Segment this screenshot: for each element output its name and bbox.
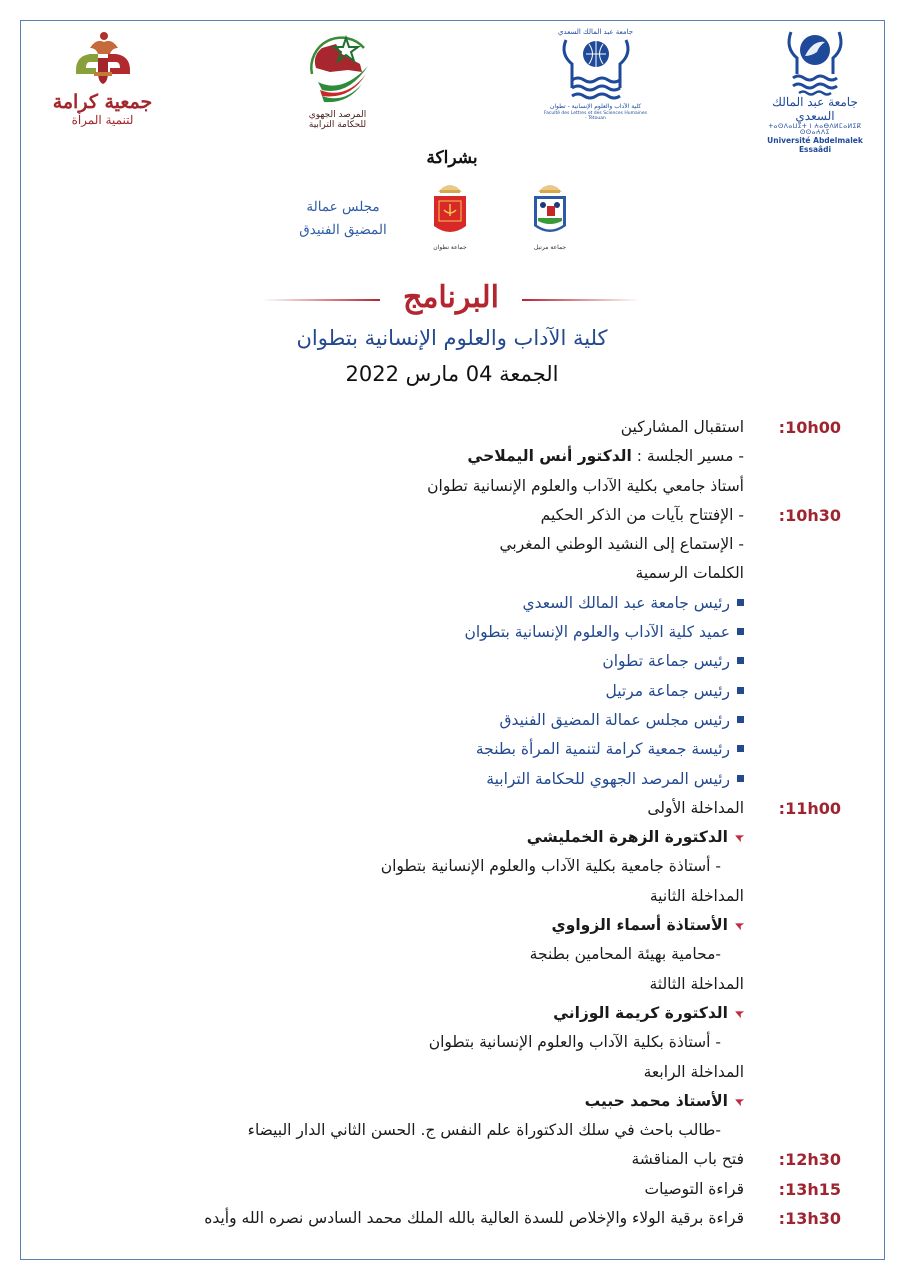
martil-caption: جماعة مرتيل [533, 244, 567, 251]
official-speech-label: رئيس جماعة مرتيل [605, 681, 730, 700]
schedule-text: الكلمات الرسمية [635, 564, 744, 583]
schedule-time [761, 501, 841, 530]
speaker [526, 823, 747, 852]
regional-observatory-logo [290, 28, 385, 131]
schedule-text: المداخلة الثالثة [649, 974, 744, 993]
official-speech-item [522, 589, 744, 618]
program-title: البرنامج [402, 280, 499, 315]
official-speech-label: عميد كلية الآداب والعلوم الإنسانية بتطوان [464, 623, 730, 642]
schedule-row [121, 589, 841, 618]
schedule-row [121, 618, 841, 647]
schedule-row [121, 1145, 841, 1174]
schedule-row [121, 1204, 841, 1233]
official-speech-label: رئيسة جمعية كرامة لتنمية المرأة بطنجة [475, 740, 730, 759]
university-abdelmalek-essaadi-logo [755, 30, 875, 155]
schedule-row [121, 677, 841, 706]
schedule-row [121, 999, 841, 1028]
time-separator: : [778, 798, 786, 818]
official-speech-item [486, 765, 744, 794]
karama-association-logo [40, 28, 165, 128]
square-bullet-icon [737, 687, 744, 694]
university-arabic-name: جامعة عبد المالك السعدي [772, 95, 858, 123]
venue: كلية الآداب والعلوم الإنسانية بتطوان [296, 326, 608, 350]
morocco-map-star-icon [298, 28, 378, 110]
schedule-text: المداخلة الرابعة [643, 1062, 744, 1081]
schedule-row [121, 940, 841, 969]
session-chair-name: الدكتور أنس اليملاحي [467, 447, 632, 466]
schedule-row [121, 501, 841, 530]
schedule-row [121, 647, 841, 676]
schedule-row [121, 442, 841, 471]
schedule-time [761, 794, 841, 823]
speaker-name: الأستاذة أسماء الزواوي [551, 916, 728, 935]
faculty-logo [543, 28, 648, 121]
arrow-marker-icon: ➤ [731, 828, 747, 846]
schedule-text: قراءة التوصيات [644, 1179, 744, 1198]
speaker-name: الأستاذ محمد حبيب [584, 1091, 728, 1110]
schedule-row [121, 1058, 841, 1087]
program-schedule [121, 413, 841, 1233]
official-speech-item [606, 677, 745, 706]
schedule-row [121, 1087, 841, 1116]
council-line1: مجلس عمالة [306, 199, 380, 215]
tetouan-crest-icon [430, 180, 470, 240]
schedule-time [761, 1145, 841, 1174]
square-bullet-icon [737, 775, 744, 782]
martil-crest-icon [530, 180, 570, 240]
official-speech-item [464, 618, 744, 647]
schedule-row [121, 882, 841, 911]
time-separator: : [778, 1209, 786, 1229]
time-value: 10h00 [785, 418, 841, 437]
event-date: الجمعة 04 مارس 2022 [345, 362, 559, 386]
schedule-row [121, 970, 841, 999]
time-value: 10h30 [785, 505, 841, 525]
schedule-text: فتح باب المناقشة [631, 1150, 744, 1169]
title-divider-right [522, 299, 640, 301]
speaker [551, 911, 747, 940]
schedule-row [121, 823, 841, 852]
time-separator: : [778, 1150, 786, 1170]
official-speech-item [499, 706, 744, 735]
speaker-name: الدكتورة الزهرة الخمليشي [526, 828, 728, 847]
time-value: 13h30 [785, 1209, 841, 1229]
schedule-text: استقبال المشاركين [620, 418, 744, 436]
observatory-name-line2: للحكامة الترابية [308, 120, 367, 131]
speaker [553, 999, 747, 1028]
time-value: 13h15 [785, 1179, 841, 1199]
schedule-text: المداخلة الثانية [649, 886, 744, 905]
time-separator: : [778, 505, 786, 525]
schedule-text: - الإستماع إلى النشيد الوطني المغربي [499, 535, 744, 554]
schedule-time [761, 413, 841, 442]
time-value: 11h00 [785, 798, 841, 818]
session-chair-label: - مسير الجلسة : [631, 447, 744, 466]
official-speech-label: رئيس المرصد الجهوي للحكامة الترابية [486, 769, 730, 788]
schedule-time [761, 1175, 841, 1204]
official-speech-label: رئيس جامعة عبد المالك السعدي [522, 593, 730, 612]
council-line2: المضيق الفنيدق [299, 221, 387, 238]
time-separator: : [778, 1179, 786, 1199]
karama-name: جمعية كرامة [52, 91, 153, 113]
session-chair [467, 442, 744, 471]
square-bullet-icon [737, 716, 744, 723]
schedule-text: أستاذ جامعي بكلية الآداب والعلوم الإنسانية تطوان [427, 476, 744, 495]
official-speech-item [476, 735, 744, 764]
dove-globe-waves-icon [783, 30, 847, 96]
schedule-row [121, 706, 841, 735]
speaker-affiliation: - أستاذة بكلية الآداب والعلوم الإنسانية بتطوان [428, 1033, 721, 1052]
official-speech-label: رئيس مجلس عمالة المضيق الفنيدق [499, 710, 730, 729]
globe-waves-icon [556, 36, 636, 104]
speaker-affiliation: -محامية بهيئة المحامين بطنجة [529, 945, 721, 964]
square-bullet-icon [737, 657, 744, 664]
prefecture-council-logo [288, 196, 398, 242]
time-value: 12h30 [785, 1150, 841, 1170]
square-bullet-icon [737, 599, 744, 606]
schedule-row [121, 530, 841, 559]
arrow-marker-icon: ➤ [731, 916, 747, 934]
tetouan-caption: جماعة تطوان [433, 244, 467, 251]
time-separator: : [778, 418, 786, 437]
speaker [584, 1087, 747, 1116]
square-bullet-icon [737, 745, 744, 752]
karama-emblem-icon [68, 28, 138, 90]
tetouan-commune-crest [428, 180, 472, 251]
karama-subtitle: لتنمية المرأة [71, 112, 134, 127]
university-latin-name: Université Abdelmalek Essaâdi [767, 136, 863, 154]
speaker-name: الدكتورة كريمة الوزاني [553, 1004, 728, 1023]
schedule-row [121, 413, 841, 442]
schedule-text: قراءة برقية الولاء والإخلاص للسدة العالية بالله الملك محمد السادس نصره الله وأيده [204, 1209, 744, 1228]
faculty-french-caption: Faculté des Lettres et des Sciences Humaines - Tétouan [543, 110, 648, 122]
partnership-label: بشراكة [426, 148, 478, 168]
official-speech-item [602, 647, 744, 676]
square-bullet-icon [737, 628, 744, 635]
schedule-time [761, 1204, 841, 1233]
speaker-affiliation: - أستاذة جامعية بكلية الآداب والعلوم الإنسانية بتطوان [380, 857, 721, 876]
schedule-row [121, 1175, 841, 1204]
schedule-row [121, 1028, 841, 1057]
schedule-text: - الإفتتاح بآيات من الذكر الحكيم [540, 505, 744, 524]
schedule-row [121, 559, 841, 588]
arrow-marker-icon: ➤ [731, 1004, 747, 1022]
schedule-row [121, 765, 841, 794]
arrow-marker-icon: ➤ [731, 1092, 747, 1110]
observatory-name-line1: المرصد الجهوي [308, 110, 367, 120]
speaker-affiliation: -طالب باحث في سلك الدكتوراة علم النفس ج. الحسن الثاني الدار البيضاء [247, 1121, 721, 1140]
schedule-row [121, 911, 841, 940]
university-tifinagh-name: ⵜⴰⵙⴷⴰⵡⵉⵜ ⵏ ⵄⴰⴱⴷⵍⵎⴰⵍⵉⴽ ⵙⵙⴰⵄⴷⵉ [768, 122, 862, 137]
official-speech-label: رئيس جماعة تطوان [602, 652, 730, 671]
program-title-row [262, 282, 640, 322]
schedule-row [121, 735, 841, 764]
schedule-row [121, 794, 841, 823]
schedule-text: المداخلة الأولى [647, 798, 744, 817]
martil-commune-crest [528, 180, 572, 251]
faculty-university-caption: جامعة عبد المالك السعدي [557, 28, 634, 36]
faculty-arabic-caption: كلية الآداب والعلوم الإنسانية - تطوان [549, 103, 642, 111]
schedule-row [121, 852, 841, 881]
schedule-row [121, 472, 841, 501]
schedule-row [121, 1116, 841, 1145]
title-divider-left [262, 299, 380, 301]
